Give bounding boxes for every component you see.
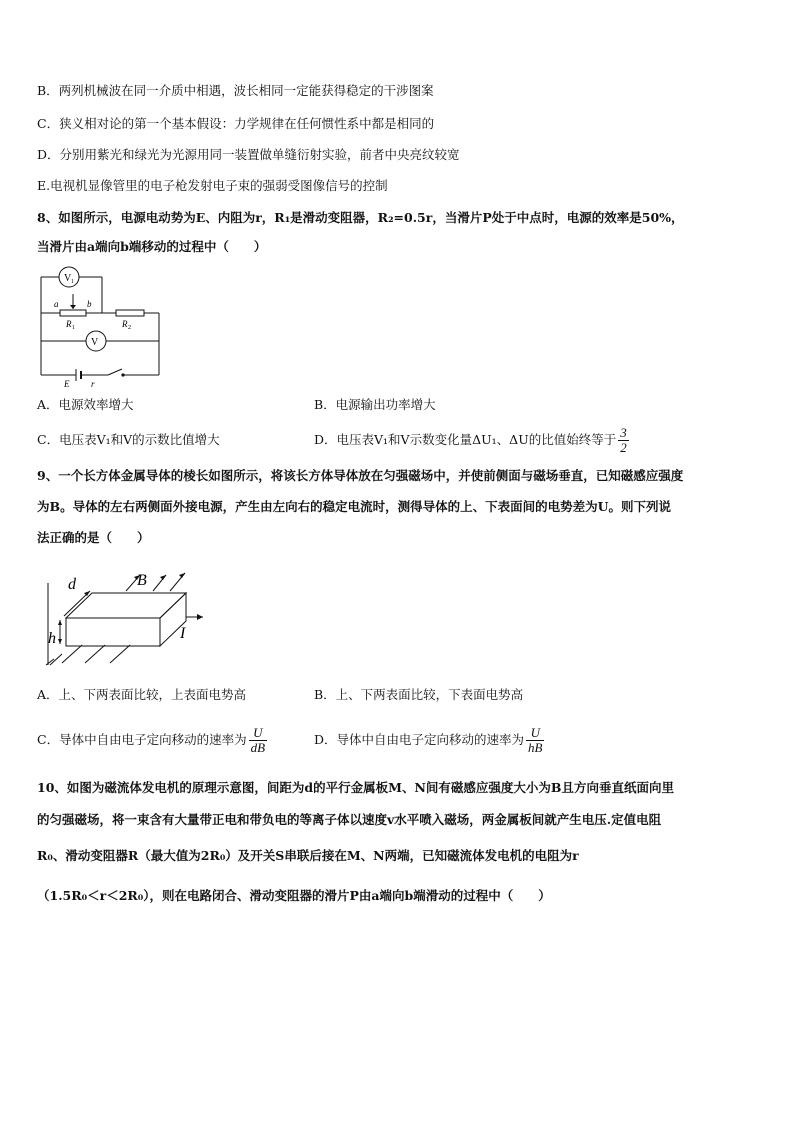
r2-sub: 2 bbox=[128, 325, 131, 331]
q10-stem-line4: （1.5R₀＜r＜2R₀），则在电路闭合、滑动变阻器的滑片P由a端向b端滑动的过程中（ ） bbox=[37, 888, 551, 903]
r1-sub: 1 bbox=[72, 325, 75, 331]
edge-d-label: d bbox=[68, 576, 76, 593]
q9-stem-line3: 法正确的是（ ） bbox=[37, 530, 150, 545]
q9-option-d-text: D．导体中自由电子定向移动的速率为 bbox=[314, 732, 525, 747]
v1-meter-label: V bbox=[64, 273, 72, 284]
q8-option-c: C．电压表V₁和V的示数比值增大 bbox=[37, 432, 220, 447]
r1-label: R bbox=[66, 319, 72, 329]
emf-label: E bbox=[64, 379, 70, 389]
q9-conductor-figure bbox=[40, 563, 220, 673]
q8-circuit-figure bbox=[36, 265, 166, 390]
q9-option-d-fraction bbox=[526, 726, 544, 755]
q9-option-d bbox=[314, 720, 546, 760]
r2-label: R bbox=[122, 319, 128, 329]
q7-option-d: D．分别用紫光和绿光为光源用同一装置做单缝衍射实验，前者中央亮纹较宽 bbox=[37, 147, 460, 162]
field-b-label: B bbox=[137, 572, 147, 589]
q8-stem-line2: 当滑片由a端向b端移动的过程中（ ） bbox=[37, 239, 267, 254]
q9-option-c bbox=[37, 720, 269, 760]
q7-option-c: C．狭义相对论的第一个基本假设：力学规律在任何惯性系中都是相同的 bbox=[37, 116, 435, 131]
q9-option-c-text: C．导体中自由电子定向移动的速率为 bbox=[37, 732, 247, 747]
q7-option-e: E.电视机显像管里的电子枪发射电子束的强弱受图像信号的控制 bbox=[37, 178, 388, 193]
q8-option-b: B．电源输出功率增大 bbox=[314, 397, 436, 412]
frac-denominator: 2 bbox=[620, 440, 627, 455]
frac-numerator: 3 bbox=[620, 425, 627, 440]
v-meter-label: V bbox=[91, 337, 99, 348]
q9-option-b: B．上、下两表面比较，下表面电势高 bbox=[314, 687, 524, 702]
slider-end-a: a bbox=[54, 299, 59, 309]
q9-stem-line2: 为B。导体的左右两侧面外接电源，产生由左向右的稳定电流时，测得导体的上、下表面间的电势差为U。则下列说 bbox=[37, 499, 671, 514]
frac-denominator: dB bbox=[250, 740, 266, 755]
q10-stem-line1: 10、如图为磁流体发电机的原理示意图，间距为d的平行金属板M、N间有磁感应强度大小为B且方向垂直纸面向里 bbox=[37, 780, 674, 795]
q8-option-d-fraction bbox=[618, 426, 629, 455]
v1-meter-sub: 1 bbox=[71, 279, 74, 285]
q8-option-d-text: D．电压表V₁和V示数变化量ΔU₁、ΔU的比值始终等于 bbox=[314, 432, 617, 447]
q8-option-d bbox=[314, 421, 631, 459]
q8-option-a: A．电源效率增大 bbox=[37, 397, 134, 412]
slider-end-b: b bbox=[87, 299, 92, 309]
current-i-label: I bbox=[180, 625, 186, 642]
frac-numerator: U bbox=[526, 726, 544, 741]
q8-stem-line1: 8、如图所示，电源电动势为E、内阻为r，R₁是滑动变阻器，R₂=0.5r，当滑片P处于中点时，电源的效率是50%， bbox=[37, 210, 684, 225]
edge-h-label: h bbox=[48, 630, 56, 647]
q10-stem-line3: R₀、滑动变阻器R（最大值为2R₀）及开关S串联后接在M、N两端，已知磁流体发电机的电阻为r bbox=[37, 848, 579, 863]
frac-denominator: hB bbox=[528, 740, 543, 755]
q7-option-b: B．两列机械波在同一介质中相遇，波长相同一定能获得稳定的干涉图案 bbox=[37, 83, 434, 98]
q9-option-a: A．上、下两表面比较，上表面电势高 bbox=[37, 687, 247, 702]
frac-numerator: U bbox=[249, 726, 267, 741]
q10-stem-line2: 的匀强磁场，将一束含有大量带正电和带负电的等离子体以速度v水平喷入磁场，两金属板间就产生电压.定值电阻 bbox=[37, 812, 662, 827]
q9-stem-line1: 9、一个长方体金属导体的棱长如图所示，将该长方体导体放在匀强磁场中，并使前侧面与磁场垂直，已知磁感应强度 bbox=[37, 468, 684, 483]
internal-r-label: r bbox=[91, 379, 95, 389]
q9-option-c-fraction bbox=[249, 726, 267, 755]
